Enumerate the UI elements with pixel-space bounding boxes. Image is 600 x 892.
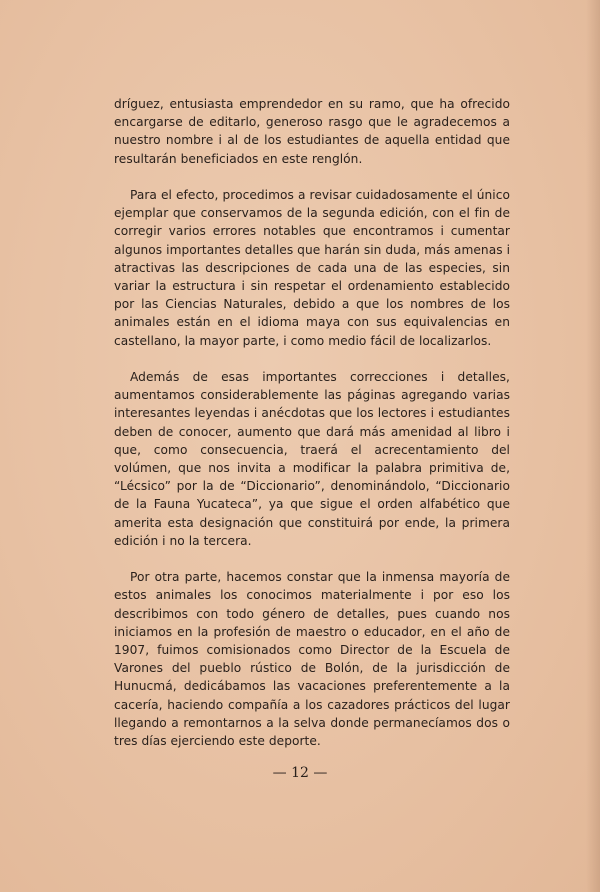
paragraph-1: dríguez, entusiasta emprendedor en su ramo, que ha ofrecido encargarse de editarlo, generoso rasgo que le agradecemos a nuestro nombre i al de los estudiantes de aquella entidad que resultarán beneficiados en este renglón. <box>114 97 510 166</box>
paragraph-3: Además de esas importantes correcciones i detalles, aumentamos considerablemente las páginas agregando varias interesantes leyendas i anécdotas que los lectores i estudiantes deben de conocer, aumento que dará más amenidad al libro i que, como consecuencia, traerá el acrecentamiento del volúmen, que nos invita a modificar la palabra primitiva de, “Lécsico” por la de “Diccionario”, denominándolo, “Diccionario de la Fauna Yucateca”, ya que sigue el orden alfabético que amerita esta designación que constituirá por ende, la primera edición i no la tercera. <box>114 370 510 548</box>
paragraph-4: Por otra parte, hacemos constar que la inmensa mayoría de estos animales los conocimos materialmente i por eso los describimos con todo género de detalles, pues cuando nos iniciamos en la profesión de maestro o educador, en el año de 1907, fuimos comisionados como Director de la Escuela de Varones del pueblo rústico de Bolón, de la jurisdicción de Hunucmá, dedicábamos las vacaciones preferentemente a la cacería, haciendo compañía a los cazadores prácticos del lugar llegando a remontarnos a la selva donde permanecíamos dos o tres días ejerciendo este deporte. <box>114 570 510 749</box>
page-edge-shadow <box>586 0 600 892</box>
page-number: — 12 — <box>272 765 328 781</box>
body-text <box>114 95 510 768</box>
paragraph-2: Para el efecto, procedimos a revisar cuidadosamente el único ejemplar que conservamos de la segunda edición, con el fin de corregir varios errores notables que encontramos i cumentar algunos importantes detalles que harán sin duda, más amenas i atractivas las descripciones de cada una de las especies, sin variar la estructura i sin respetar el ordenamiento establecido por las Ciencias Naturales, debido a que los nombres de los animales están en el idioma maya con sus equivalencias en castellano, la mayor parte, i como medio fácil de localizarlos. <box>114 188 510 348</box>
